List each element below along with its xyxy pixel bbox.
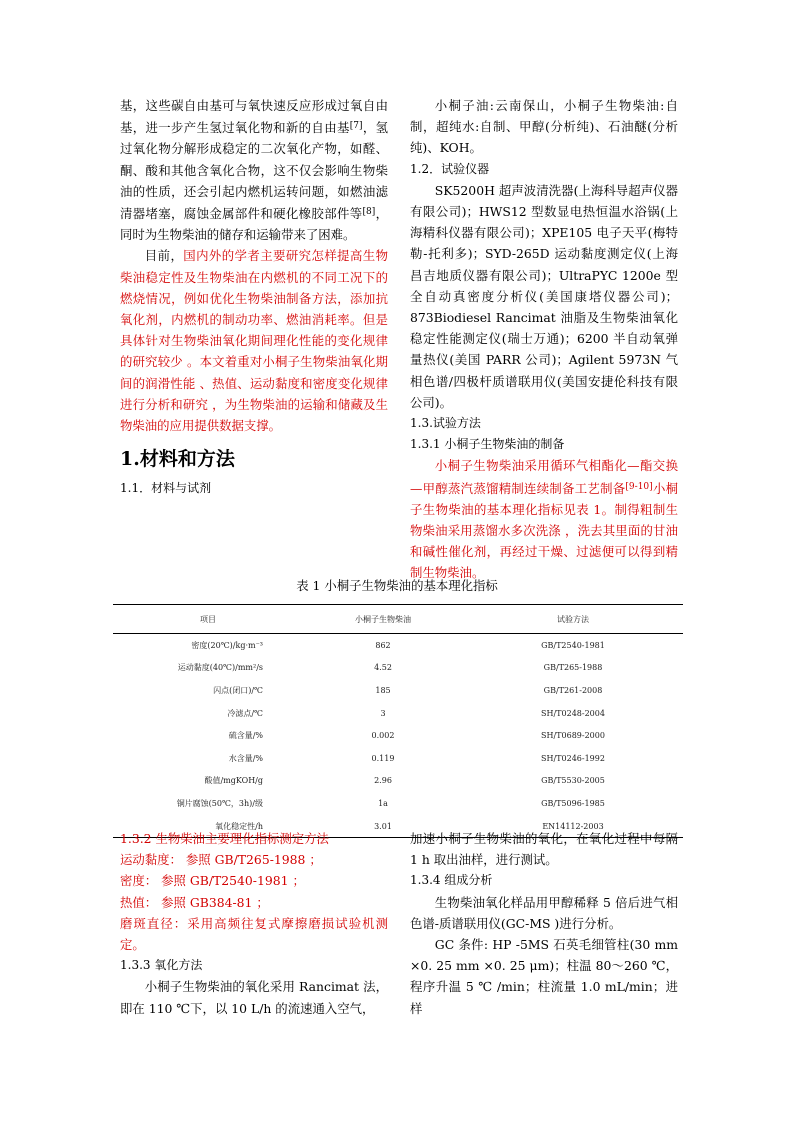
method-wear-scar: 磨斑直径：采用高频往复式摩擦磨损试验机测定。 bbox=[120, 915, 388, 953]
method-heat-value: 热值： 参照 GB384-81 ； bbox=[120, 894, 269, 910]
right-column-bottom bbox=[410, 828, 678, 1019]
subsection-heading-preparation: 1.3.1 小桐子生物柴油的制备 bbox=[410, 437, 565, 452]
right-column-top bbox=[410, 95, 678, 584]
table-cell: 2.96 bbox=[374, 776, 392, 786]
subsection-heading-oxidation: 1.3.3 氧化方法 bbox=[120, 958, 203, 973]
subsection-heading-composition: 1.3.4 组成分析 bbox=[410, 873, 493, 888]
table-cell: SH/T0248-2004 bbox=[541, 708, 605, 718]
citation: [8] bbox=[362, 207, 376, 218]
table-row bbox=[113, 634, 683, 657]
table-row bbox=[113, 724, 683, 747]
table-cell: 冷滤点/℃ bbox=[227, 708, 263, 718]
table-row bbox=[113, 679, 683, 702]
table-cell: 密度(20℃)/kg·m⁻³ bbox=[191, 640, 263, 650]
left-column-top bbox=[120, 95, 388, 499]
table-row bbox=[113, 702, 683, 725]
table-cell: 1a bbox=[378, 798, 388, 808]
left-column-bottom bbox=[120, 828, 388, 1019]
table-row bbox=[113, 747, 683, 770]
paragraph-materials: 小桐子油:云南保山，小桐子生物柴油:自制，超纯水:自制、甲醇(分析纯)、石油醚(分析纯)、KOH。 bbox=[410, 98, 678, 156]
table-cell: 水含量/% bbox=[228, 753, 263, 763]
paragraph-gc-conditions: GC 条件: HP -5MS 石英毛细管柱(30 mm ×0. 25 mm ×0. 25 μm)；柱温 80～260 ℃，程序升温 5 ℃ /min；柱流量 1.0 mL/min；进样 bbox=[410, 937, 678, 1016]
table-cell: GB/T2540-1981 bbox=[541, 640, 605, 650]
table-cell: GB/T5096-1985 bbox=[541, 798, 605, 808]
table-cell: 3 bbox=[380, 708, 386, 718]
subsection-heading-methods: 1.3.试验方法 bbox=[410, 416, 481, 431]
method-viscosity: 运动黏度： 参照 GB/T265-1988 ； bbox=[120, 852, 322, 868]
method-density: 密度： 参照 GB/T2540-1981 ； bbox=[120, 873, 305, 889]
citation: [9-10] bbox=[625, 481, 653, 492]
table-cell: 氧化稳定性/h bbox=[113, 815, 303, 838]
subsection-heading-instruments: 1.2．试验仪器 bbox=[410, 161, 490, 176]
paragraph-oxidation-mechanism: 基，这些碳自由基可与氧快速反应形成过氧自由基，进一步产生氢过氧化物和新的自由基[7]，氢过氧化物分解形成稳定的二次氧化产物，如醛、酮、酸和其他含氧化合物，这不仅会影响生物柴油的性质，还会引起内燃机运转问题，如燃油滤清器堵塞，腐蚀金属部件和硬化橡胶部件等[8]，同时为生物柴油的储存和运输带来了困难。 bbox=[120, 98, 389, 243]
table-cell: 铜片腐蚀(50℃，3h)/级 bbox=[176, 798, 263, 808]
table-cell: SH/T0689-2000 bbox=[541, 731, 605, 741]
table-caption: 表 1 小桐子生物柴油的基本理化指标 bbox=[296, 578, 498, 593]
paragraph-oxidation-continued: 加速小桐子生物柴油的氧化，在氧化过程中每隔 1 h 取出油样，进行测试。 bbox=[410, 831, 678, 868]
table-header-cell: 试验方法 bbox=[463, 605, 683, 634]
subsection-heading-materials: 1.1．材料与试剂 bbox=[120, 481, 212, 496]
table-cell: 4.52 bbox=[374, 663, 392, 673]
paragraph-preparation: 小桐子生物柴油采用循环气相酯化—酯交换—甲醇蒸汽蒸馏精制连续制备工艺制备[9-10]小桐子生物柴油的基本理化指标见表 1。制得粗制生物柴油采用蒸馏水多次洗涤 ，洗去其里面的甘油和碱性催化剂，再经过干燥、过滤便可以得到精制生物柴油。 bbox=[410, 458, 679, 581]
table-cell: 硫含量/% bbox=[228, 731, 263, 741]
table-cell: GB/T265-1988 bbox=[543, 663, 603, 673]
table-cell: 862 bbox=[375, 640, 391, 650]
citation: [7] bbox=[349, 121, 363, 132]
section-heading-materials-methods: 1.材料和方法 bbox=[120, 448, 235, 471]
table-cell: 闪点(闭口)/℃ bbox=[213, 685, 263, 695]
table-cell: 0.119 bbox=[371, 753, 395, 763]
table-cell: 0.002 bbox=[371, 731, 395, 741]
table-header-cell: 项目 bbox=[113, 605, 303, 634]
table-row bbox=[113, 770, 683, 793]
paragraph-oxidation-method: 小桐子生物柴油的氧化采用 Rancimat 法，即在 110 ℃下，以 10 L/h 的流速通入空气， bbox=[120, 979, 388, 1016]
table-cell: 3.01 bbox=[303, 815, 463, 838]
properties-table bbox=[113, 604, 683, 838]
table-cell: 185 bbox=[375, 685, 391, 695]
table-cell: 运动黏度(40℃)/mm²/s bbox=[177, 663, 263, 673]
table-header-cell: 小桐子生物柴油 bbox=[303, 605, 463, 634]
table-cell: 酸值/mgKOH/g bbox=[204, 776, 263, 786]
paragraph-research-status: 目前，国内外的学者主要研究怎样提高生物柴油稳定性及生物柴油在内燃机的不同工况下的燃烧情况，例如优化生物柴油制备方法，添加抗氧化剂，内燃机的制动功率、燃油消耗率。但是具体针对生物柴油氧化期间理化性能的变化规律的研究较少 。本文着重对小桐子生物柴油氧化期间的润滑性能 、热值、运动黏度和密度变化规律进行分析和研究 ，为生物柴油的运输和储藏及生物柴油的应用提供数据支撑。 bbox=[120, 248, 388, 434]
table-cell: GB/T261-2008 bbox=[543, 685, 603, 695]
table-header-row bbox=[113, 605, 683, 634]
table-cell: GB/T5530-2005 bbox=[541, 776, 605, 786]
paragraph-composition: 生物柴油氧化样品用甲醇稀释 5 倍后进气相色谱-质谱联用仪(GC-MS )进行分析。 bbox=[410, 894, 678, 931]
subsection-heading-test-methods: 1.3.2 生物柴油主要理化指标测定方法 bbox=[120, 831, 329, 846]
table-cell: EN14112-2003 bbox=[463, 815, 683, 838]
table-row bbox=[113, 657, 683, 680]
table-row bbox=[113, 792, 683, 815]
table-cell: SH/T0246-1992 bbox=[541, 753, 605, 763]
paragraph-instruments: SK5200H 超声波清洗器(上海科导超声仪器有限公司)；HWS12 型数显电热恒温水浴锅(上海精科仪器有限公司)；XPE105 电子天平(梅特勒-托利多)；SYD-265D 运动黏度测定仪(上海昌吉地质仪器有限公司)；UltraPYC 1200e 型全自动真密度分析仪(美国康塔仪器公司)；873Biodiesel Rancimat 油脂及生物柴油氧化稳定性能测定仪(瑞士万通)；6200 半自动氧弹量热仪(美国 PARR 公司)；Agilent 5973N 气相色谱/四极杆质谱联用仪(美国安捷伦科技有限公司)。 bbox=[410, 182, 678, 410]
